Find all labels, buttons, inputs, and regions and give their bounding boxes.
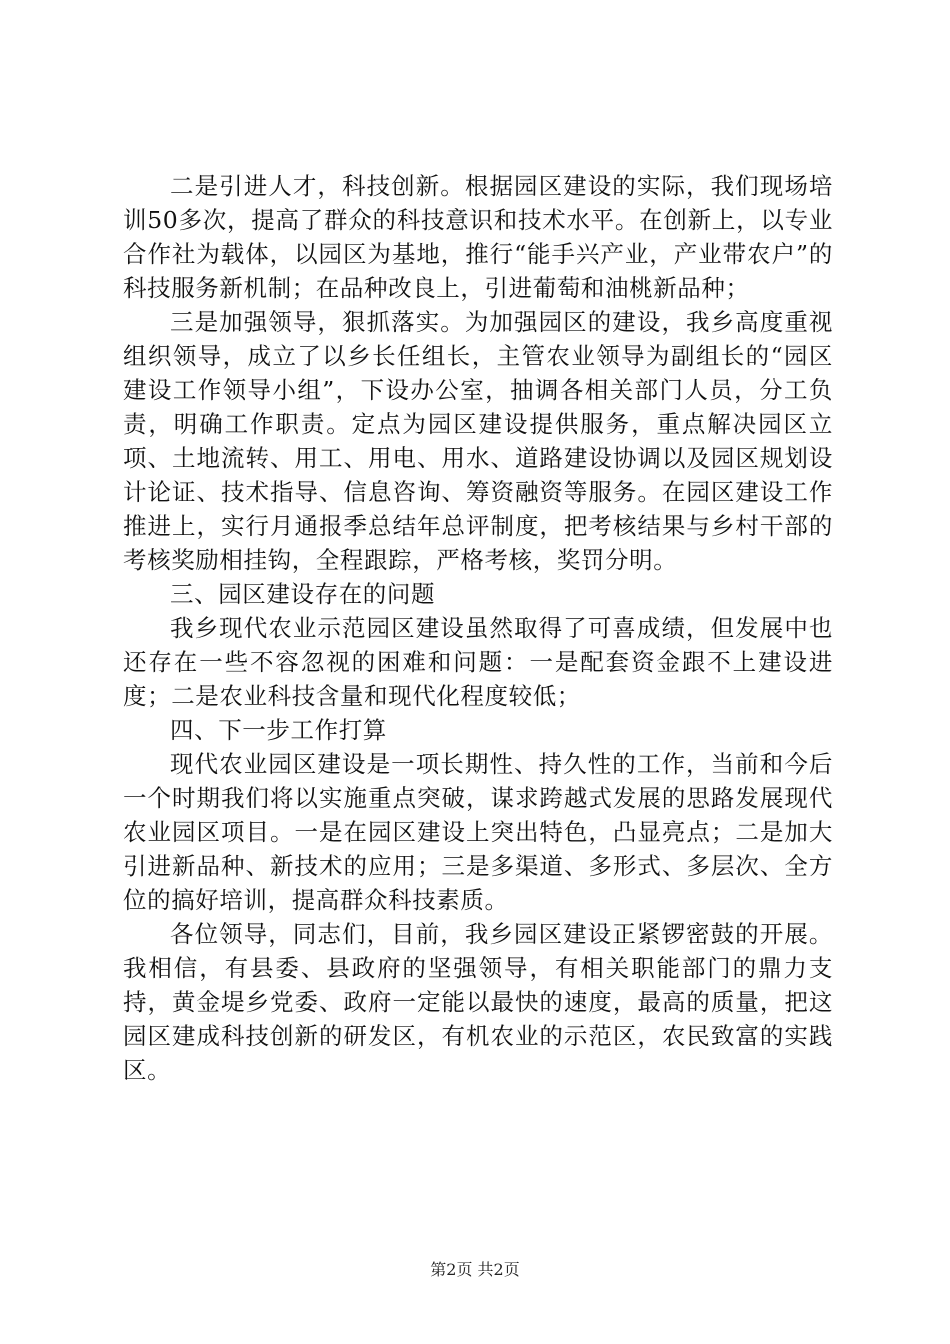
page-number-footer: 第2页 共2页 — [430, 1260, 520, 1279]
paragraph-talent-innovation: 二是引进人才，科技创新。根据园区建设的实际，我们现场培训50多次，提高了群众的科技意识和技术水平。在创新上，以专业合作社为载体，以园区为基地，推行“能手兴产业，产业带农户”的科技服务新机制；在品种改良上，引进葡萄和油桃新品种； — [123, 172, 833, 302]
paragraph-closing: 各位领导，同志们，目前，我乡园区建设正紧锣密鼓的开展。我相信，有县委、县政府的坚强领导，有相关职能部门的鼎力支持，黄金堤乡党委、政府一定能以最快的速度，最高的质量，把这园区建成科技创新的研发区，有机农业的示范区，农民致富的实践区。 — [123, 920, 833, 1084]
section-heading-problems: 三、园区建设存在的问题 — [170, 580, 436, 608]
paragraph-leadership: 三是加强领导，狠抓落实。为加强园区的建设，我乡高度重视组织领导，成立了以乡长任组长，主管农业领导为副组长的“园区建设工作领导小组”，下设办公室，抽调各相关部门人员，分工负责，明确工作职责。定点为园区建设提供服务，重点解决园区立项、土地流转、用工、用电、用水、道路建设协调以及园区规划设计论证、技术指导、信息咨询、筹资融资等服务。在园区建设工作推进上，实行月通报季总结年总评制度，把考核结果与乡村干部的考核奖励相挂钩，全程跟踪，严格考核，奖罚分明。 — [123, 308, 833, 574]
paragraph-next-steps: 现代农业园区建设是一项长期性、持久性的工作，当前和今后一个时期我们将以实施重点突破，谋求跨越式发展的思路发展现代农业园区项目。一是在园区建设上突出特色，凸显亮点；二是加大引进新品种、新技术的应用；三是多渠道、多形式、多层次、全方位的搞好培训，提高群众科技素质。 — [123, 750, 833, 914]
paragraph-problems: 我乡现代农业示范园区建设虽然取得了可喜成绩，但发展中也还存在一些不容忽视的困难和问题：一是配套资金跟不上建设进度；二是农业科技含量和现代化程度较低； — [123, 614, 833, 710]
document-body — [123, 169, 833, 1087]
section-heading-next-steps: 四、下一步工作打算 — [170, 716, 387, 744]
